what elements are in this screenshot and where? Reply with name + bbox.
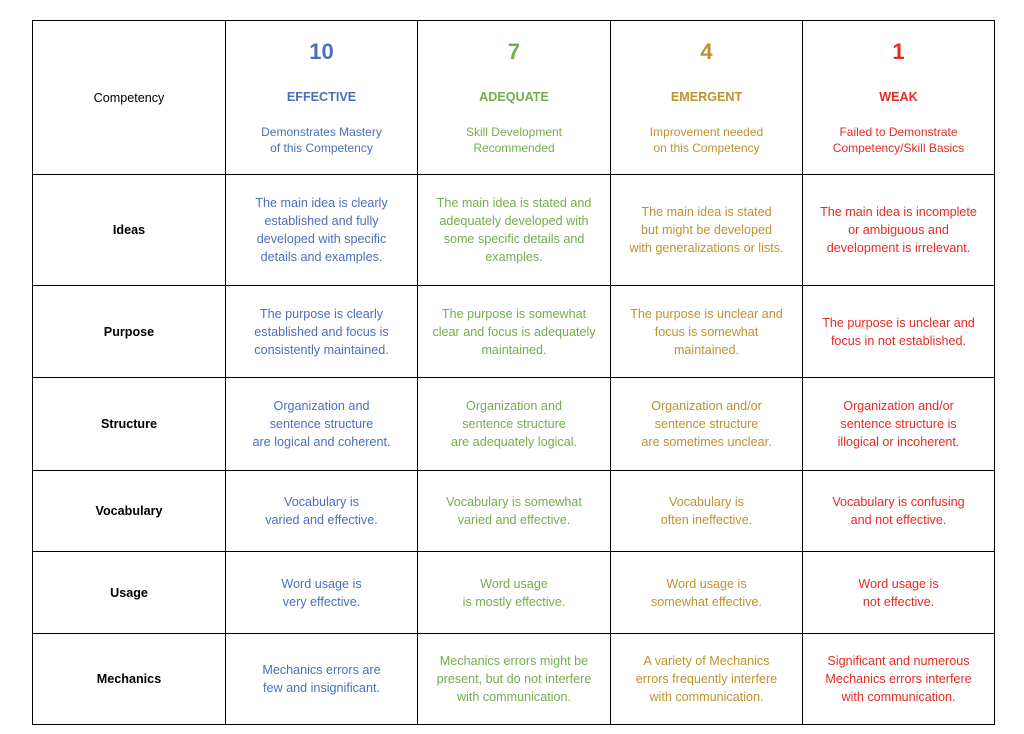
- level-header-weak: [803, 21, 995, 175]
- level-description: Improvement needed on this Competency: [649, 125, 764, 155]
- level-header-effective: [226, 21, 418, 175]
- competency-label: Structure: [33, 378, 226, 471]
- rubric-cell-adequate: The main idea is stated and adequately developed with some specific details and examples.: [418, 175, 611, 286]
- rubric-cell-weak: Vocabulary is confusing and not effective.: [803, 471, 995, 552]
- level-score: 1: [892, 39, 905, 64]
- header-row: [33, 21, 995, 175]
- rubric-cell-emergent: The purpose is unclear and focus is somewhat maintained.: [611, 286, 803, 378]
- rubric-cell-adequate: Vocabulary is somewhat varied and effective.: [418, 471, 611, 552]
- rubric-row-vocabulary: [33, 471, 995, 552]
- level-header-emergent: [611, 21, 803, 175]
- rubric-cell-weak: Organization and/or sentence structure is illogical or incoherent.: [803, 378, 995, 471]
- rubric-row-mechanics: [33, 634, 995, 725]
- competency-label: Mechanics: [33, 634, 226, 725]
- rubric-cell-effective: Word usage is very effective.: [226, 552, 418, 634]
- rubric-cell-emergent: The main idea is stated but might be developed with generalizations or lists.: [611, 175, 803, 286]
- rubric-row-usage: [33, 552, 995, 634]
- competency-label: Vocabulary: [33, 471, 226, 552]
- level-description: Failed to Demonstrate Competency/Skill Basics: [832, 125, 965, 155]
- rubric-row-ideas: [33, 175, 995, 286]
- level-name: WEAK: [879, 90, 918, 104]
- rubric-cell-emergent: Organization and/or sentence structure are sometimes unclear.: [611, 378, 803, 471]
- competency-label: Usage: [33, 552, 226, 634]
- rubric-cell-adequate: Mechanics errors might be present, but do not interfere with communication.: [418, 634, 611, 725]
- competency-label: Purpose: [33, 286, 226, 378]
- level-description: Demonstrates Mastery of this Competency: [261, 125, 382, 155]
- level-name: ADEQUATE: [479, 90, 549, 104]
- rubric-cell-adequate: Organization and sentence structure are adequately logical.: [418, 378, 611, 471]
- rubric-cell-emergent: Word usage is somewhat effective.: [611, 552, 803, 634]
- level-description: Skill Development Recommended: [465, 125, 563, 155]
- level-score: 7: [507, 39, 521, 64]
- rubric-cell-weak: The main idea is incomplete or ambiguous and development is irrelevant.: [803, 175, 995, 286]
- level-name: EMERGENT: [670, 90, 743, 104]
- rubric-cell-effective: The main idea is clearly established and fully developed with specific details and examples.: [226, 175, 418, 286]
- competency-header: Competency: [33, 21, 226, 175]
- level-name: EFFECTIVE: [286, 90, 357, 104]
- level-score: 10: [309, 39, 334, 64]
- rubric-cell-weak: Word usage is not effective.: [803, 552, 995, 634]
- rubric-cell-weak: Significant and numerous Mechanics errors interfere with communication.: [803, 634, 995, 725]
- rubric-cell-effective: The purpose is clearly established and focus is consistently maintained.: [226, 286, 418, 378]
- level-score: 4: [700, 39, 713, 64]
- rubric-table: [32, 20, 995, 725]
- rubric-cell-emergent: Vocabulary is often ineffective.: [611, 471, 803, 552]
- level-header-adequate: [418, 21, 611, 175]
- rubric-cell-emergent: A variety of Mechanics errors frequently interfere with communication.: [611, 634, 803, 725]
- rubric-cell-weak: The purpose is unclear and focus in not established.: [803, 286, 995, 378]
- competency-label: Ideas: [33, 175, 226, 286]
- rubric-cell-adequate: Word usage is mostly effective.: [418, 552, 611, 634]
- rubric-cell-adequate: The purpose is somewhat clear and focus is adequately maintained.: [418, 286, 611, 378]
- rubric-cell-effective: Mechanics errors are few and insignificant.: [226, 634, 418, 725]
- rubric-cell-effective: Organization and sentence structure are logical and coherent.: [226, 378, 418, 471]
- rubric-cell-effective: Vocabulary is varied and effective.: [226, 471, 418, 552]
- rubric-row-purpose: [33, 286, 995, 378]
- rubric-row-structure: [33, 378, 995, 471]
